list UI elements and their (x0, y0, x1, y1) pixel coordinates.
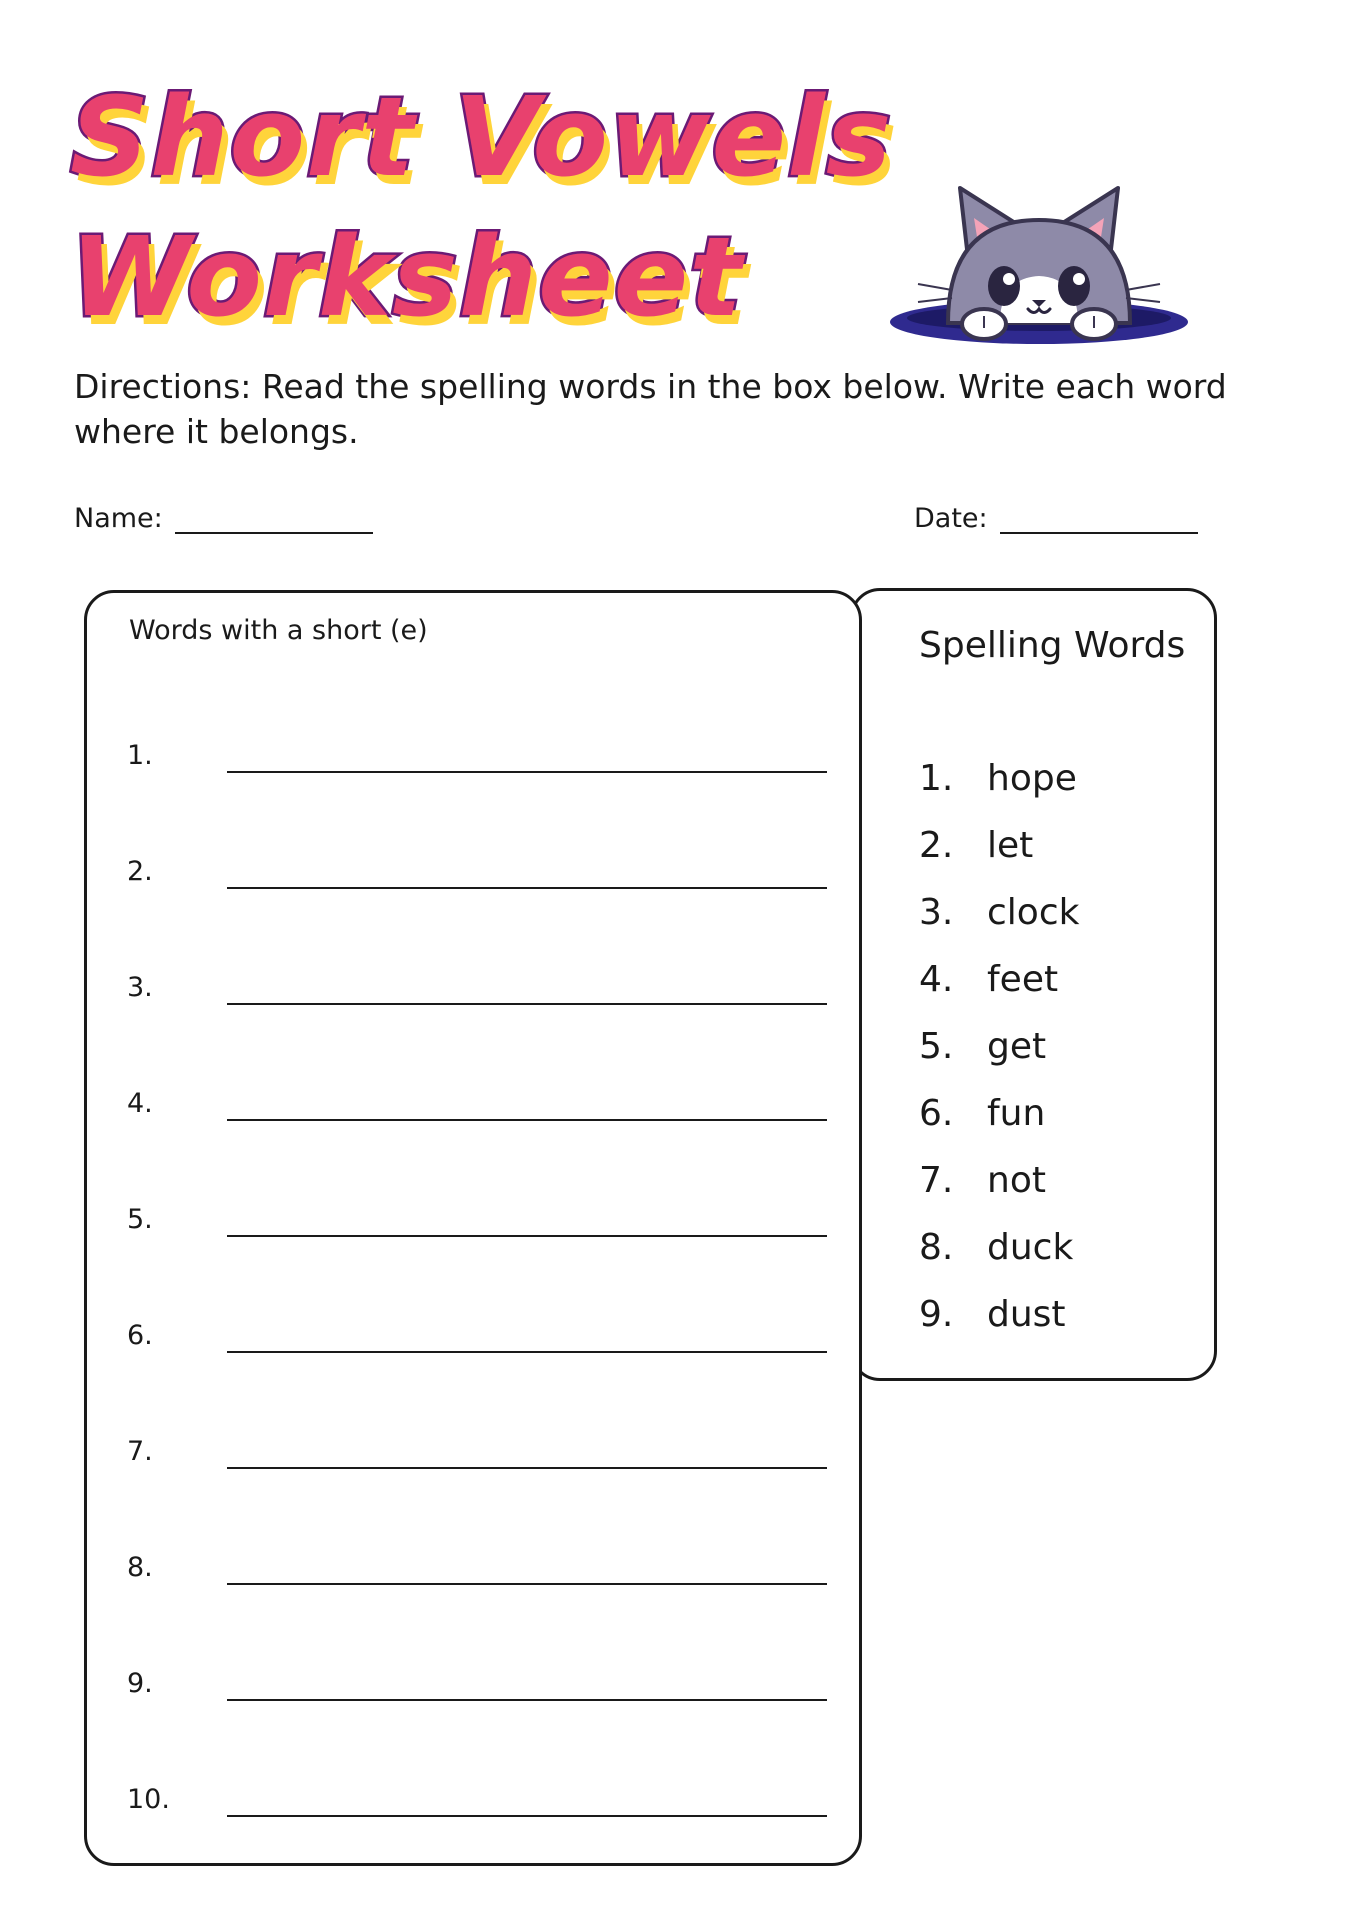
spelling-word-number: 5. (919, 1026, 954, 1067)
answer-row-number: 1. (127, 740, 153, 771)
title-line-1: Short Vowels (70, 73, 893, 201)
spelling-word-number: 3. (919, 892, 954, 933)
spelling-word-number: 8. (919, 1227, 954, 1268)
answer-row-number: 9. (127, 1668, 153, 1699)
answer-row-number: 2. (127, 856, 153, 887)
answer-row[interactable] (127, 1081, 827, 1121)
answer-row[interactable] (127, 1429, 827, 1469)
spelling-word-item (919, 824, 1079, 891)
cat-peeking-from-hole-icon (888, 178, 1190, 348)
spelling-word: let (987, 825, 1034, 866)
answer-row-number: 3. (127, 972, 153, 1003)
spelling-word-item (919, 958, 1079, 1025)
answer-row-number: 6. (127, 1320, 153, 1351)
answer-row-number: 8. (127, 1552, 153, 1583)
answer-blank-line[interactable] (227, 1119, 827, 1121)
short-e-answer-box (84, 590, 862, 1866)
spelling-word: duck (987, 1227, 1074, 1268)
answer-row-number: 10. (127, 1784, 170, 1815)
spelling-word: get (987, 1026, 1047, 1067)
spelling-word-number: 9. (919, 1294, 954, 1335)
answer-blank-line[interactable] (227, 1583, 827, 1585)
answer-blank-line[interactable] (227, 1351, 827, 1353)
spelling-word-item (919, 1025, 1079, 1092)
answer-blank-line[interactable] (227, 1003, 827, 1005)
spelling-word-number: 1. (919, 758, 954, 799)
answer-row[interactable] (127, 965, 827, 1005)
name-field[interactable] (74, 500, 373, 534)
name-blank-line[interactable] (175, 500, 373, 534)
directions-text: Directions: Read the spelling words in the box below. Write each word where it belongs. (74, 367, 1227, 451)
answer-blank-line[interactable] (227, 1467, 827, 1469)
spelling-word: clock (987, 892, 1080, 933)
answer-row[interactable] (127, 1545, 827, 1585)
answer-row[interactable] (127, 1777, 827, 1817)
answer-row[interactable] (127, 733, 827, 773)
answer-blank-line[interactable] (227, 887, 827, 889)
answer-row[interactable] (127, 1313, 827, 1353)
answer-row-number: 7. (127, 1436, 153, 1467)
title-line-2: Worksheet (70, 213, 743, 341)
spelling-word-number: 4. (919, 959, 954, 1000)
spelling-words-box (850, 588, 1217, 1381)
spelling-word-item (919, 1092, 1079, 1159)
answer-row[interactable] (127, 1661, 827, 1701)
answer-blank-line[interactable] (227, 1699, 827, 1701)
answer-row-number: 4. (127, 1088, 153, 1119)
spelling-word-number: 2. (919, 825, 954, 866)
name-label: Name: (74, 503, 163, 534)
spelling-word: dust (987, 1294, 1066, 1335)
spelling-word-item (919, 1226, 1079, 1293)
spelling-word: hope (987, 758, 1077, 799)
answer-box-heading: Words with a short (e) (129, 615, 428, 646)
spelling-word: fun (987, 1093, 1046, 1134)
spelling-word-number: 7. (919, 1160, 954, 1201)
spelling-word-item (919, 891, 1079, 958)
date-field[interactable] (914, 500, 1198, 534)
spelling-word-number: 6. (919, 1093, 954, 1134)
spelling-word-item (919, 1159, 1079, 1226)
date-blank-line[interactable] (1000, 500, 1198, 534)
spelling-word-list (919, 757, 1079, 1360)
answer-row[interactable] (127, 849, 827, 889)
spelling-words-title: Spelling Words (919, 625, 1186, 666)
answer-blank-line[interactable] (227, 1815, 827, 1817)
spelling-word: feet (987, 959, 1059, 1000)
date-label: Date: (914, 503, 988, 534)
answer-row[interactable] (127, 1197, 827, 1237)
spelling-word-item (919, 757, 1079, 824)
answer-row-number: 5. (127, 1204, 153, 1235)
spelling-word-item (919, 1293, 1079, 1360)
answer-blank-line[interactable] (227, 771, 827, 773)
spelling-word: not (987, 1160, 1046, 1201)
answer-blank-line[interactable] (227, 1235, 827, 1237)
